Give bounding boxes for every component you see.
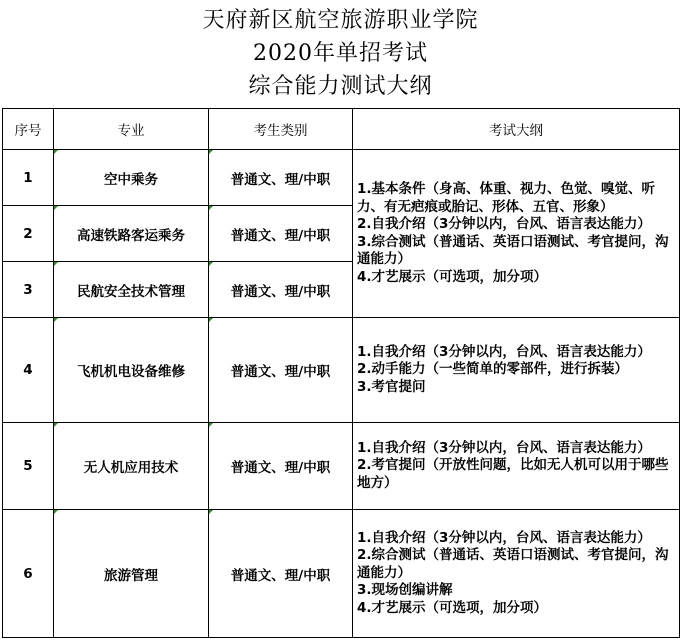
cell-marker: [209, 206, 213, 210]
table-row: [3, 510, 680, 638]
table-row: [3, 423, 680, 510]
row-type: [209, 262, 353, 318]
outline-item: 3.综合测试（普通话、英语口语测试、考官提问，沟通能力）: [357, 233, 669, 267]
type-label: 普通文、理/中职: [230, 171, 331, 188]
row-no: 5: [3, 423, 54, 510]
table-row: [3, 318, 680, 423]
row-outline: [353, 423, 680, 510]
outline-item: 1.基本条件（身高、体重、视力、色觉、嗅觉、听力、有无疤痕或胎记、形体、五官、形象）: [357, 181, 656, 215]
outline-item: 1.自我介绍（3分钟以内，台风、语言表达能力）: [357, 343, 651, 360]
row-no: 4: [3, 318, 54, 423]
title-school: 天府新区航空旅游职业学院: [202, 8, 479, 33]
table-row: [3, 150, 680, 206]
row-outline: [353, 318, 680, 423]
row-no: 1: [3, 150, 54, 206]
cell-marker: [54, 318, 58, 322]
outline-table: [2, 108, 680, 638]
row-no: 3: [3, 262, 54, 318]
document-title: [0, 0, 681, 108]
cell-marker: [209, 423, 213, 427]
header-type: 考生类别: [209, 109, 353, 150]
title-outline: 综合能力测试大纲: [248, 74, 433, 99]
cell-marker: [209, 262, 213, 266]
row-major: [54, 262, 209, 318]
outline-item: 2.综合测试（普通话、英语口语测试、考官提问，沟通能力）: [357, 547, 669, 581]
row-major: [54, 423, 209, 510]
outline-item: 3.现场创编讲解: [357, 582, 453, 599]
row-outline: [353, 510, 680, 638]
title-exam: 2020年单招考试: [253, 41, 428, 66]
type-label: 普通文、理/中职: [230, 364, 331, 380]
header-major: 专业: [54, 109, 209, 150]
row-no: 2: [3, 206, 54, 262]
cell-marker: [54, 262, 58, 266]
row-major: [54, 318, 209, 423]
major-label: 高速铁路客运乘务: [77, 227, 185, 244]
row-no: 6: [3, 510, 54, 638]
major-label: 旅游管理: [104, 567, 158, 584]
cell-marker: [54, 423, 58, 427]
type-label: 普通文、理/中职: [230, 460, 331, 476]
major-label: 飞机机电设备维修: [77, 364, 185, 380]
cell-marker: [54, 150, 58, 154]
major-label: 无人机应用技术: [83, 460, 179, 476]
outline-item: 3.考官提问: [357, 378, 426, 395]
row-outline: [353, 150, 680, 318]
table-header-row: [3, 109, 680, 150]
outline-item: 1.自我介绍（3分钟以内，台风、语言表达能力）: [357, 439, 651, 456]
outline-item: 2.考官提问（开放性问题，比如无人机可以用于哪些地方）: [357, 457, 669, 491]
cell-marker: [54, 510, 58, 514]
row-major: [54, 206, 209, 262]
outline-item: 2.自我介绍（3分钟以内，台风、语言表达能力）: [357, 216, 651, 232]
type-label: 普通文、理/中职: [230, 227, 331, 244]
header-no: 序号: [3, 109, 54, 150]
outline-item: 4.才艺展示（可选项，加分项）: [357, 599, 548, 616]
outline-item: 2.动手能力（一些简单的零部件，进行拆装）: [357, 361, 629, 378]
row-major: [54, 510, 209, 638]
row-type: [209, 423, 353, 510]
type-label: 普通文、理/中职: [230, 283, 331, 300]
outline-item: 4.才艺展示（可选项，加分项）: [357, 268, 548, 285]
cell-marker: [54, 206, 58, 210]
major-label: 民航安全技术管理: [77, 283, 185, 300]
row-type: [209, 206, 353, 262]
cell-marker: [209, 510, 213, 514]
major-label: 空中乘务: [104, 171, 158, 188]
row-major: [54, 150, 209, 206]
cell-marker: [209, 318, 213, 322]
cell-marker: [209, 150, 213, 154]
outline-item: 1.自我介绍（3分钟以内，台风、语言表达能力）: [357, 529, 651, 546]
header-outline: 考试大纲: [353, 109, 680, 150]
row-type: [209, 510, 353, 638]
row-type: [209, 318, 353, 423]
row-type: [209, 150, 353, 206]
type-label: 普通文、理/中职: [230, 567, 331, 584]
